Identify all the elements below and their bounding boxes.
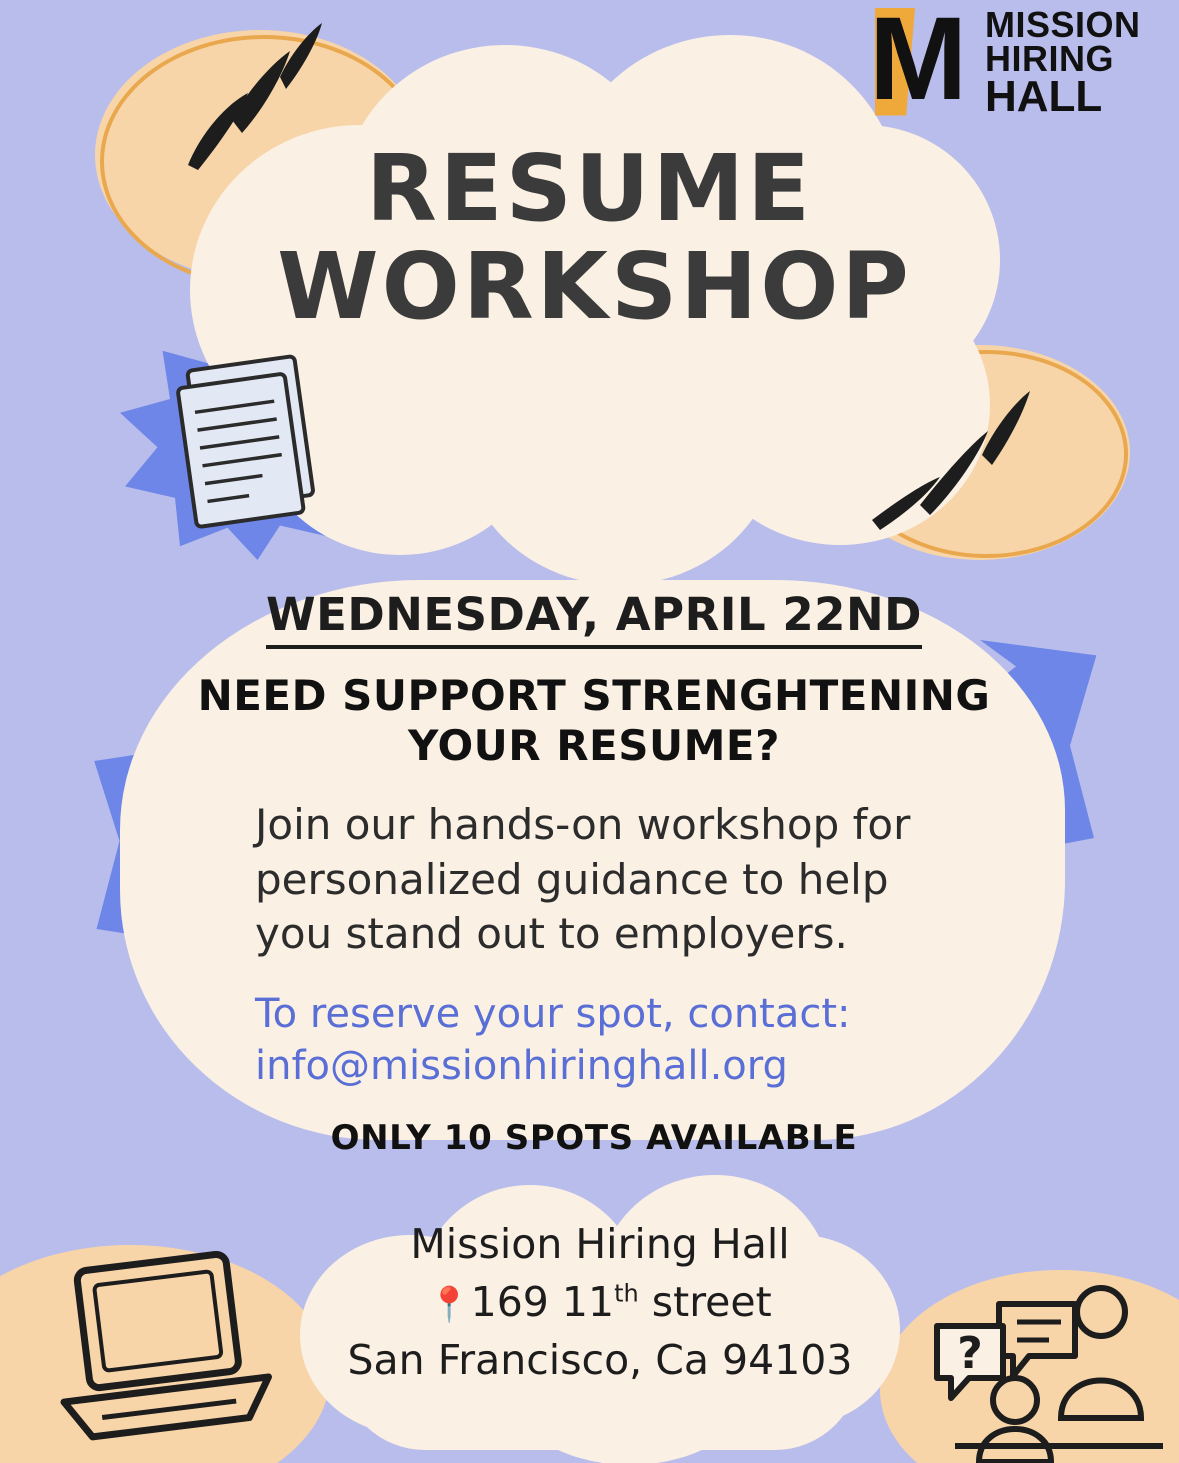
location-block <box>290 1215 910 1390</box>
contact-prompt: To reserve your spot, contact: <box>255 990 851 1037</box>
event-date-wrap <box>160 588 1028 649</box>
street-number: 169 11 <box>470 1278 615 1327</box>
laptop-icon <box>35 1250 285 1463</box>
body-copy: Join our hands-on workshop for personalized guidance to help you stand out to employers. <box>255 800 911 959</box>
title-line-2: WORKSHOP <box>277 232 912 340</box>
street-name: street <box>638 1278 772 1327</box>
venue-name: Mission Hiring Hall <box>410 1220 790 1268</box>
city-state-zip: San Francisco, Ca 94103 <box>347 1336 853 1385</box>
headline-line-2: YOUR RESUME? <box>408 720 780 770</box>
sparkle-right-icon <box>860 385 1050 540</box>
logo-letter: M <box>869 0 958 125</box>
svg-text:?: ? <box>957 1328 983 1379</box>
logo-mark-icon <box>869 0 989 125</box>
details-section <box>160 588 1028 1158</box>
spots-note: ONLY 10 SPOTS AVAILABLE <box>330 1117 858 1158</box>
document-icon <box>172 352 342 537</box>
headline-line-1: NEED SUPPORT STRENGHTENING <box>197 671 991 720</box>
logo-line-2: HIRING <box>985 37 1114 79</box>
sparkle-left-icon <box>170 15 350 185</box>
street-address <box>290 1273 910 1331</box>
contact-email[interactable]: info@missionhiringhall.org <box>255 1042 788 1089</box>
logo-wordmark <box>985 3 1141 121</box>
title-line-1: RESUME <box>365 135 814 242</box>
street-ordinal: th <box>614 1279 639 1308</box>
logo <box>869 0 1149 125</box>
location-pin-icon: 📍 <box>428 1285 471 1326</box>
logo-line-1: MISSION <box>985 3 1141 45</box>
headline <box>160 671 1028 770</box>
contact-block <box>160 988 1028 1092</box>
people-chat-icon <box>925 1250 1165 1463</box>
logo-line-3: HALL <box>985 71 1103 121</box>
event-date: WEDNESDAY, APRIL 22ND <box>266 588 922 649</box>
